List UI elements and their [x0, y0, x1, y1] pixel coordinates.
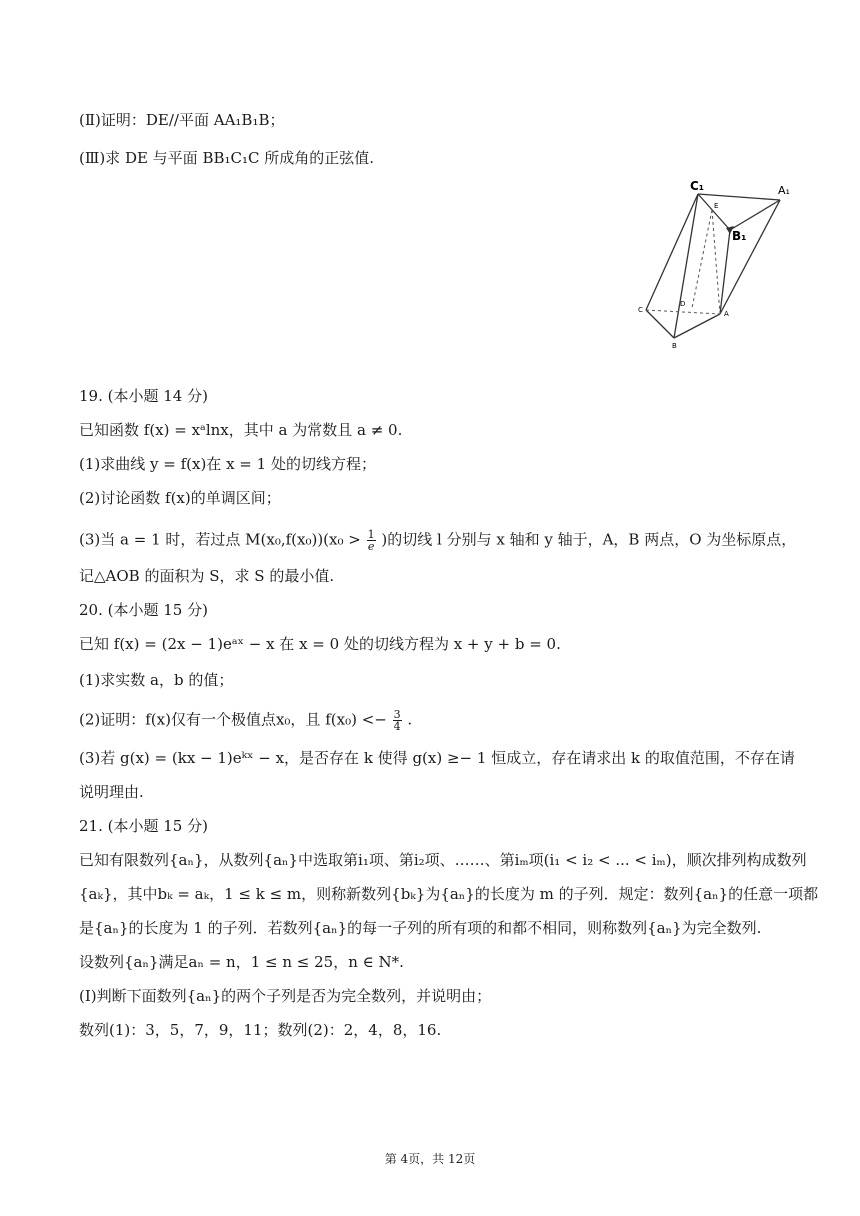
text-line: 已知 f(x) = (2x − 1)eᵃˣ − x 在 x = 0 处的切线方程为 x + y + b = 0.: [79, 635, 561, 653]
text-line: 设数列{aₙ}满足aₙ = n，1 ≤ n ≤ 25，n ∈ N*.: [79, 953, 404, 971]
text-line-with-fraction: [79, 709, 412, 732]
text-line: (2)讨论函数 f(x)的单调区间；: [79, 489, 281, 507]
problem-21-heading: 21. (本小题 15 分): [79, 817, 208, 835]
prism-figure: [630, 172, 802, 352]
text-line: 记△AOB 的面积为 S，求 S 的最小值.: [79, 567, 335, 585]
label-d: D: [680, 300, 686, 308]
text-line: (Ⅰ)判断下面数列{aₙ}的两个子列是否为完全数列，并说明由；: [79, 987, 492, 1005]
label-e: E: [714, 202, 719, 210]
fraction-3-over-4: $\frac{3}{4}$: [393, 708, 401, 733]
text-segment: )的切线 l 分别与 x 轴和 y 轴于，A，B 两点，O 为坐标原点，: [381, 530, 797, 549]
text-segment: (2)证明：f(x)仅有一个极值点x₀，且 f(x₀) <−: [79, 710, 387, 729]
text-line: 数列(1)：3，5，7，9，11；数列(2)：2，4，8，16.: [79, 1021, 442, 1039]
text-segment: (3)当 a = 1 时，若过点 M(x₀,f(x₀))(x₀ >: [79, 530, 361, 549]
label-a1: A₁: [778, 184, 790, 197]
fraction-1-over-e: $\frac{1}{e}$: [367, 528, 375, 553]
problem-20-heading: 20. (本小题 15 分): [79, 601, 208, 619]
text-segment: .: [407, 710, 413, 729]
page-footer: 第 4页，共 12页: [384, 1152, 476, 1166]
text-line: (3)若 g(x) = (kx − 1)eᵏˣ − x，是否存在 k 使得 g(x) ≥− 1 恒成立，存在请求出 k 的取值范围，不存在请: [79, 749, 795, 767]
text-line: (1)求曲线 y = f(x)在 x = 1 处的切线方程；: [79, 455, 376, 473]
problem-19-heading: 19. (本小题 14 分): [79, 387, 208, 405]
label-c: C: [638, 306, 643, 314]
label-a: A: [724, 310, 729, 318]
text-line-with-fraction: [79, 529, 796, 552]
text-line: (Ⅱ)证明：DE//平面 AA₁B₁B；: [79, 111, 285, 129]
text-line: {aₖ}，其中bₖ = aₖ，1 ≤ k ≤ m，则称新数列{bₖ}为{aₙ}的长度为 m 的子列．规定：数列{aₙ}的任意一项都: [79, 885, 819, 903]
label-b1: B₁: [732, 229, 747, 243]
text-line: 说明理由.: [79, 783, 144, 801]
text-line: 已知有限数列{aₙ}，从数列{aₙ}中选取第i₁项、第i₂项、……、第iₘ项(i₁ < i₂ < ... < iₘ)，顺次排列构成数列: [79, 851, 807, 869]
label-b: B: [672, 342, 677, 350]
text-line: 已知函数 f(x) = xᵃlnx，其中 a 为常数且 a ≠ 0.: [79, 421, 403, 439]
text-line: (Ⅲ)求 DE 与平面 BB₁C₁C 所成角的正弦值.: [79, 149, 375, 167]
text-line: (1)求实数 a，b 的值；: [79, 671, 234, 689]
label-c1: C₁: [690, 179, 705, 193]
text-line: 是{aₙ}的长度为 1 的子列．若数列{aₙ}的每一子列的所有项的和都不相同，则称数列{aₙ}为完全数列.: [79, 919, 762, 937]
